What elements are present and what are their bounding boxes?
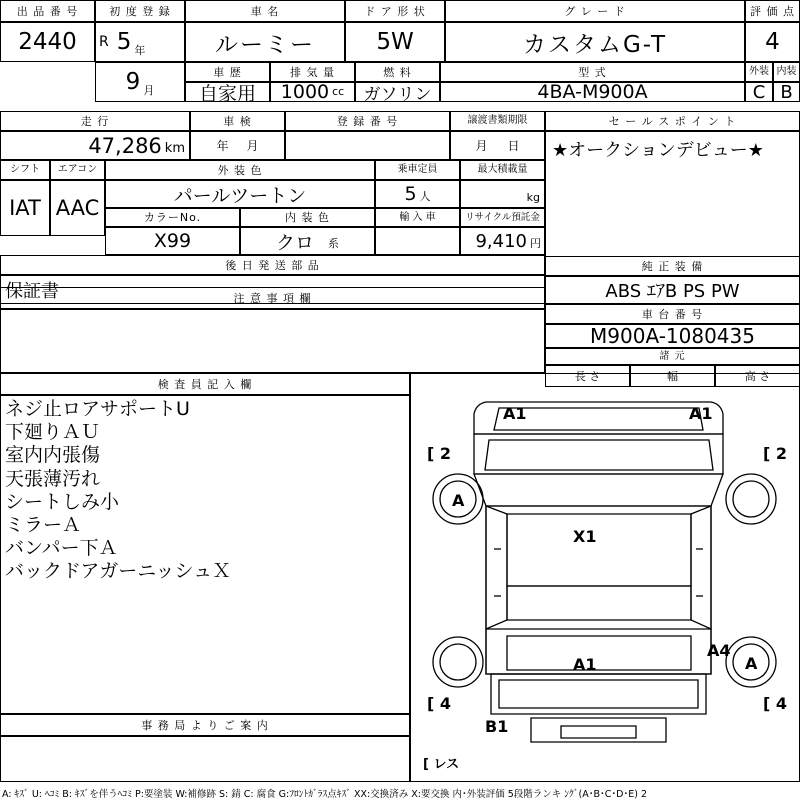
diagram-mark: A1 <box>573 655 597 674</box>
reg-no-value <box>286 132 449 159</box>
diagram-mark: A1 <box>689 404 713 423</box>
displacement-label: 排 気 量 <box>290 65 335 79</box>
caution-label-cell <box>0 287 545 309</box>
door-value-cell <box>345 22 445 62</box>
sales-point-value: ★オークションデビュー★ <box>552 140 764 161</box>
ext-grade-value-cell <box>745 82 773 102</box>
displacement-value: 1000 <box>280 81 330 103</box>
inspector-note: 室内内張傷 <box>5 444 101 467</box>
displacement-value-cell <box>270 82 355 102</box>
first-reg-year-unit: 年 <box>134 44 146 57</box>
color-no-label-cell <box>105 208 240 227</box>
inspector-note: ネジ止ロアサポートU <box>5 398 190 420</box>
caution-value-cell <box>0 309 545 373</box>
history-value: 自家用 <box>198 82 256 105</box>
office-label: 事 務 局 よ り ご 案 内 <box>141 718 269 732</box>
max-load-value-cell <box>460 180 545 208</box>
score-label: 評 価 点 <box>750 4 795 18</box>
score-value-cell <box>745 22 800 62</box>
ext-color-label: 外 装 色 <box>217 163 263 177</box>
fuel-value-cell <box>355 82 440 105</box>
first-reg-month: 9 <box>125 69 141 95</box>
inspection-value-cell <box>190 131 285 160</box>
max-load-label-cell <box>460 160 545 180</box>
inspector-label: 検 査 員 記 入 欄 <box>157 377 253 391</box>
int-color-suffix: 系 <box>328 237 339 250</box>
shift-value-cell <box>0 180 50 236</box>
diagram-mark: A <box>745 654 758 673</box>
dimensions-label: 諸 元 <box>659 350 686 362</box>
transfer-day-unit: 日 <box>507 139 520 153</box>
genuine-equip-label: 純 正 装 備 <box>641 259 704 273</box>
recycle-label: リサイクル預託金 <box>465 211 540 223</box>
dim-length-label: 長 さ <box>574 369 601 383</box>
diagram-mark: [ 4 <box>763 694 788 713</box>
recycle-unit: 円 <box>530 237 541 250</box>
first-reg-year: 5 <box>116 29 132 55</box>
seats-value-cell <box>375 180 460 208</box>
fuel-value: ガソリン <box>363 84 432 105</box>
displacement-unit: cc <box>332 85 345 98</box>
history-label: 車 歴 <box>213 65 242 79</box>
seats-label: 乗車定員 <box>397 164 438 175</box>
dim-height-label: 高 さ <box>744 369 771 383</box>
first-reg-month-unit: 月 <box>143 84 155 97</box>
chassis-label: 車 台 番 号 <box>641 307 704 321</box>
ext-color-label-cell <box>105 160 375 180</box>
fuel-label: 燃 料 <box>383 65 412 79</box>
reg-no-label-cell <box>285 111 450 131</box>
genuine-equip-value-cell <box>545 276 800 304</box>
inspector-note: 天張薄汚れ <box>5 467 101 490</box>
chassis-value: M900A-1080435 <box>590 324 755 348</box>
car-name-label-cell <box>185 0 345 22</box>
color-no-value-cell <box>105 227 240 255</box>
inspection-label-cell <box>190 111 285 131</box>
office-label-cell <box>0 714 410 736</box>
seats-unit: 人 <box>419 190 431 203</box>
inspection-label: 車 検 <box>223 114 252 128</box>
max-load-label: 最大積載量 <box>477 164 528 175</box>
inspector-notes-cell <box>0 395 410 714</box>
color-no-label: カラーNo. <box>143 211 202 224</box>
model-code-value-cell <box>440 82 745 102</box>
grade-label: グ レ ー ド <box>564 4 626 18</box>
ac-value: AAC <box>55 196 100 220</box>
damage-diagram-panel <box>410 373 800 782</box>
score-label-cell <box>745 0 800 22</box>
history-value-cell <box>185 82 270 105</box>
recycle-value: 9,410 <box>475 230 527 252</box>
lot-number-value: 2440 <box>18 29 77 55</box>
grade-label-cell <box>445 0 745 22</box>
inspector-note: バックドアガーニッシュＸ <box>5 560 232 583</box>
lot-number-value-cell <box>0 22 95 62</box>
diagram-mark: A1 <box>503 404 527 423</box>
inspector-note: ミラーＡ <box>5 513 82 536</box>
diagram-mark: [ 4 <box>427 694 452 713</box>
first-reg-era: R <box>99 34 109 50</box>
inspector-note: シートしみ小 <box>5 490 120 513</box>
door-value: 5W <box>376 29 414 55</box>
car-name-value: ルーミー <box>215 31 315 58</box>
int-grade-value-cell <box>773 82 800 102</box>
ac-value-cell <box>50 180 105 236</box>
ext-grade-label: 外装 <box>749 66 769 77</box>
seats-value: 5 <box>404 183 417 205</box>
int-grade-label: 内装 <box>776 66 797 77</box>
model-code-value: 4BA-M900A <box>537 81 648 103</box>
diagram-mark: A4 <box>707 641 731 660</box>
genuine-equip-value: ABS ｴｱB PS PW <box>605 281 740 302</box>
mileage-value: 47,286 <box>88 133 162 158</box>
shift-value: IAT <box>9 196 41 220</box>
chassis-label-cell <box>545 304 800 324</box>
sales-point-value-cell <box>545 131 800 256</box>
seats-label-cell <box>375 160 460 180</box>
ext-color-value: パールツートン <box>173 184 307 207</box>
sales-point-label-cell <box>545 111 800 131</box>
reg-no-label: 登 録 番 号 <box>336 114 399 128</box>
ext-grade-label-cell <box>745 62 773 82</box>
transfer-label-cell <box>450 111 545 131</box>
import-label: 輸 入 車 <box>399 211 436 223</box>
chassis-value-cell <box>545 324 800 348</box>
transfer-month-unit: 月 <box>475 139 488 153</box>
import-label-cell <box>375 208 460 227</box>
grade-value: カスタムG-T <box>522 31 668 58</box>
model-code-label-cell <box>440 62 745 82</box>
caution-label: 注 意 事 項 欄 <box>1 287 544 309</box>
diagram-mark: X1 <box>573 527 597 546</box>
int-grade-value: B <box>780 81 793 103</box>
recycle-label-cell <box>460 208 545 227</box>
inspection-month-unit: 月 <box>246 139 259 153</box>
inspection-year-unit: 年 <box>216 139 229 153</box>
transfer-value-cell <box>450 131 545 160</box>
inspector-note: バンパー下Ａ <box>5 537 118 560</box>
int-color-value: クロ <box>275 231 314 254</box>
diagram-mark: [ レス <box>423 757 460 772</box>
caution-value <box>1 310 544 316</box>
dimensions-label-cell <box>545 348 800 365</box>
mileage-label: 走 行 <box>80 114 110 128</box>
int-color-label: 内 装 色 <box>285 211 330 224</box>
legend-footer: A: ｷｽﾞ U: ﾍｺﾐ B: ｷｽﾞを伴うﾍｺﾐ P:要塗装 W:補修跡 S: 錆 C: 腐食 G:ﾌﾛﾝﾄｶﾞﾗｽ点ｷｽﾞ XX:交換済み X:要交換 内･外装評価 5段階ランキ ﾝｸﾞ(A･B･C･D･E) 2 <box>2 789 647 800</box>
ext-color-value-cell <box>105 180 375 208</box>
recycle-value-cell <box>460 227 545 255</box>
ac-label: エアコン <box>57 164 98 175</box>
import-value <box>376 228 459 254</box>
car-name-label: 車 名 <box>250 4 280 18</box>
dim-width-label: 幅 <box>667 369 678 383</box>
office-value-cell <box>0 736 410 782</box>
color-no-value: X99 <box>153 230 192 252</box>
diagram-mark: A <box>452 491 465 510</box>
int-color-label-cell <box>240 208 375 227</box>
displacement-label-cell <box>270 62 355 82</box>
later-parts-label-cell <box>0 255 545 275</box>
first-reg-label-cell <box>95 0 185 22</box>
first-reg-label: 初 度 登 録 <box>109 4 171 18</box>
first-reg-value-cell <box>95 22 185 62</box>
first-reg-month-cell <box>95 62 185 102</box>
diagram-mark: [ 2 <box>763 444 788 463</box>
sales-point-label: セ ー ル ス ポ イ ン ト <box>608 114 737 128</box>
reg-no-value-cell <box>285 131 450 160</box>
ext-grade-value: C <box>752 81 766 103</box>
later-parts-value: 保証書 <box>5 280 59 302</box>
shift-label: シフト <box>10 164 40 175</box>
door-label: ド ア 形 状 <box>364 4 426 18</box>
car-name-value-cell <box>185 22 345 62</box>
inspector-notes-list <box>1 396 409 585</box>
score-value: 4 <box>765 29 780 55</box>
mileage-label-cell <box>0 111 190 131</box>
diagram-mark: B1 <box>485 717 509 736</box>
inspector-note: 下廻りＡＵ <box>5 421 101 444</box>
int-grade-label-cell <box>773 62 800 82</box>
shift-label-cell <box>0 160 50 180</box>
mileage-value-cell <box>0 131 190 160</box>
inspector-label-cell <box>0 373 410 395</box>
max-load-unit: kg <box>526 191 540 204</box>
ac-label-cell <box>50 160 105 180</box>
door-label-cell <box>345 0 445 22</box>
import-value-cell <box>375 227 460 255</box>
model-code-label: 型 式 <box>578 65 607 79</box>
later-parts-label: 後 日 発 送 部 品 <box>225 258 320 272</box>
car-damage-diagram <box>411 374 799 781</box>
int-color-value-cell <box>240 227 375 255</box>
transfer-label: 譲渡書類期限 <box>467 115 528 126</box>
lot-number-label-cell <box>0 0 95 22</box>
grade-value-cell <box>445 22 745 62</box>
mileage-unit: km <box>164 141 185 156</box>
diagram-mark: [ 2 <box>427 444 452 463</box>
lot-number-label: 出 品 番 号 <box>16 4 79 18</box>
genuine-equip-label-cell <box>545 256 800 276</box>
